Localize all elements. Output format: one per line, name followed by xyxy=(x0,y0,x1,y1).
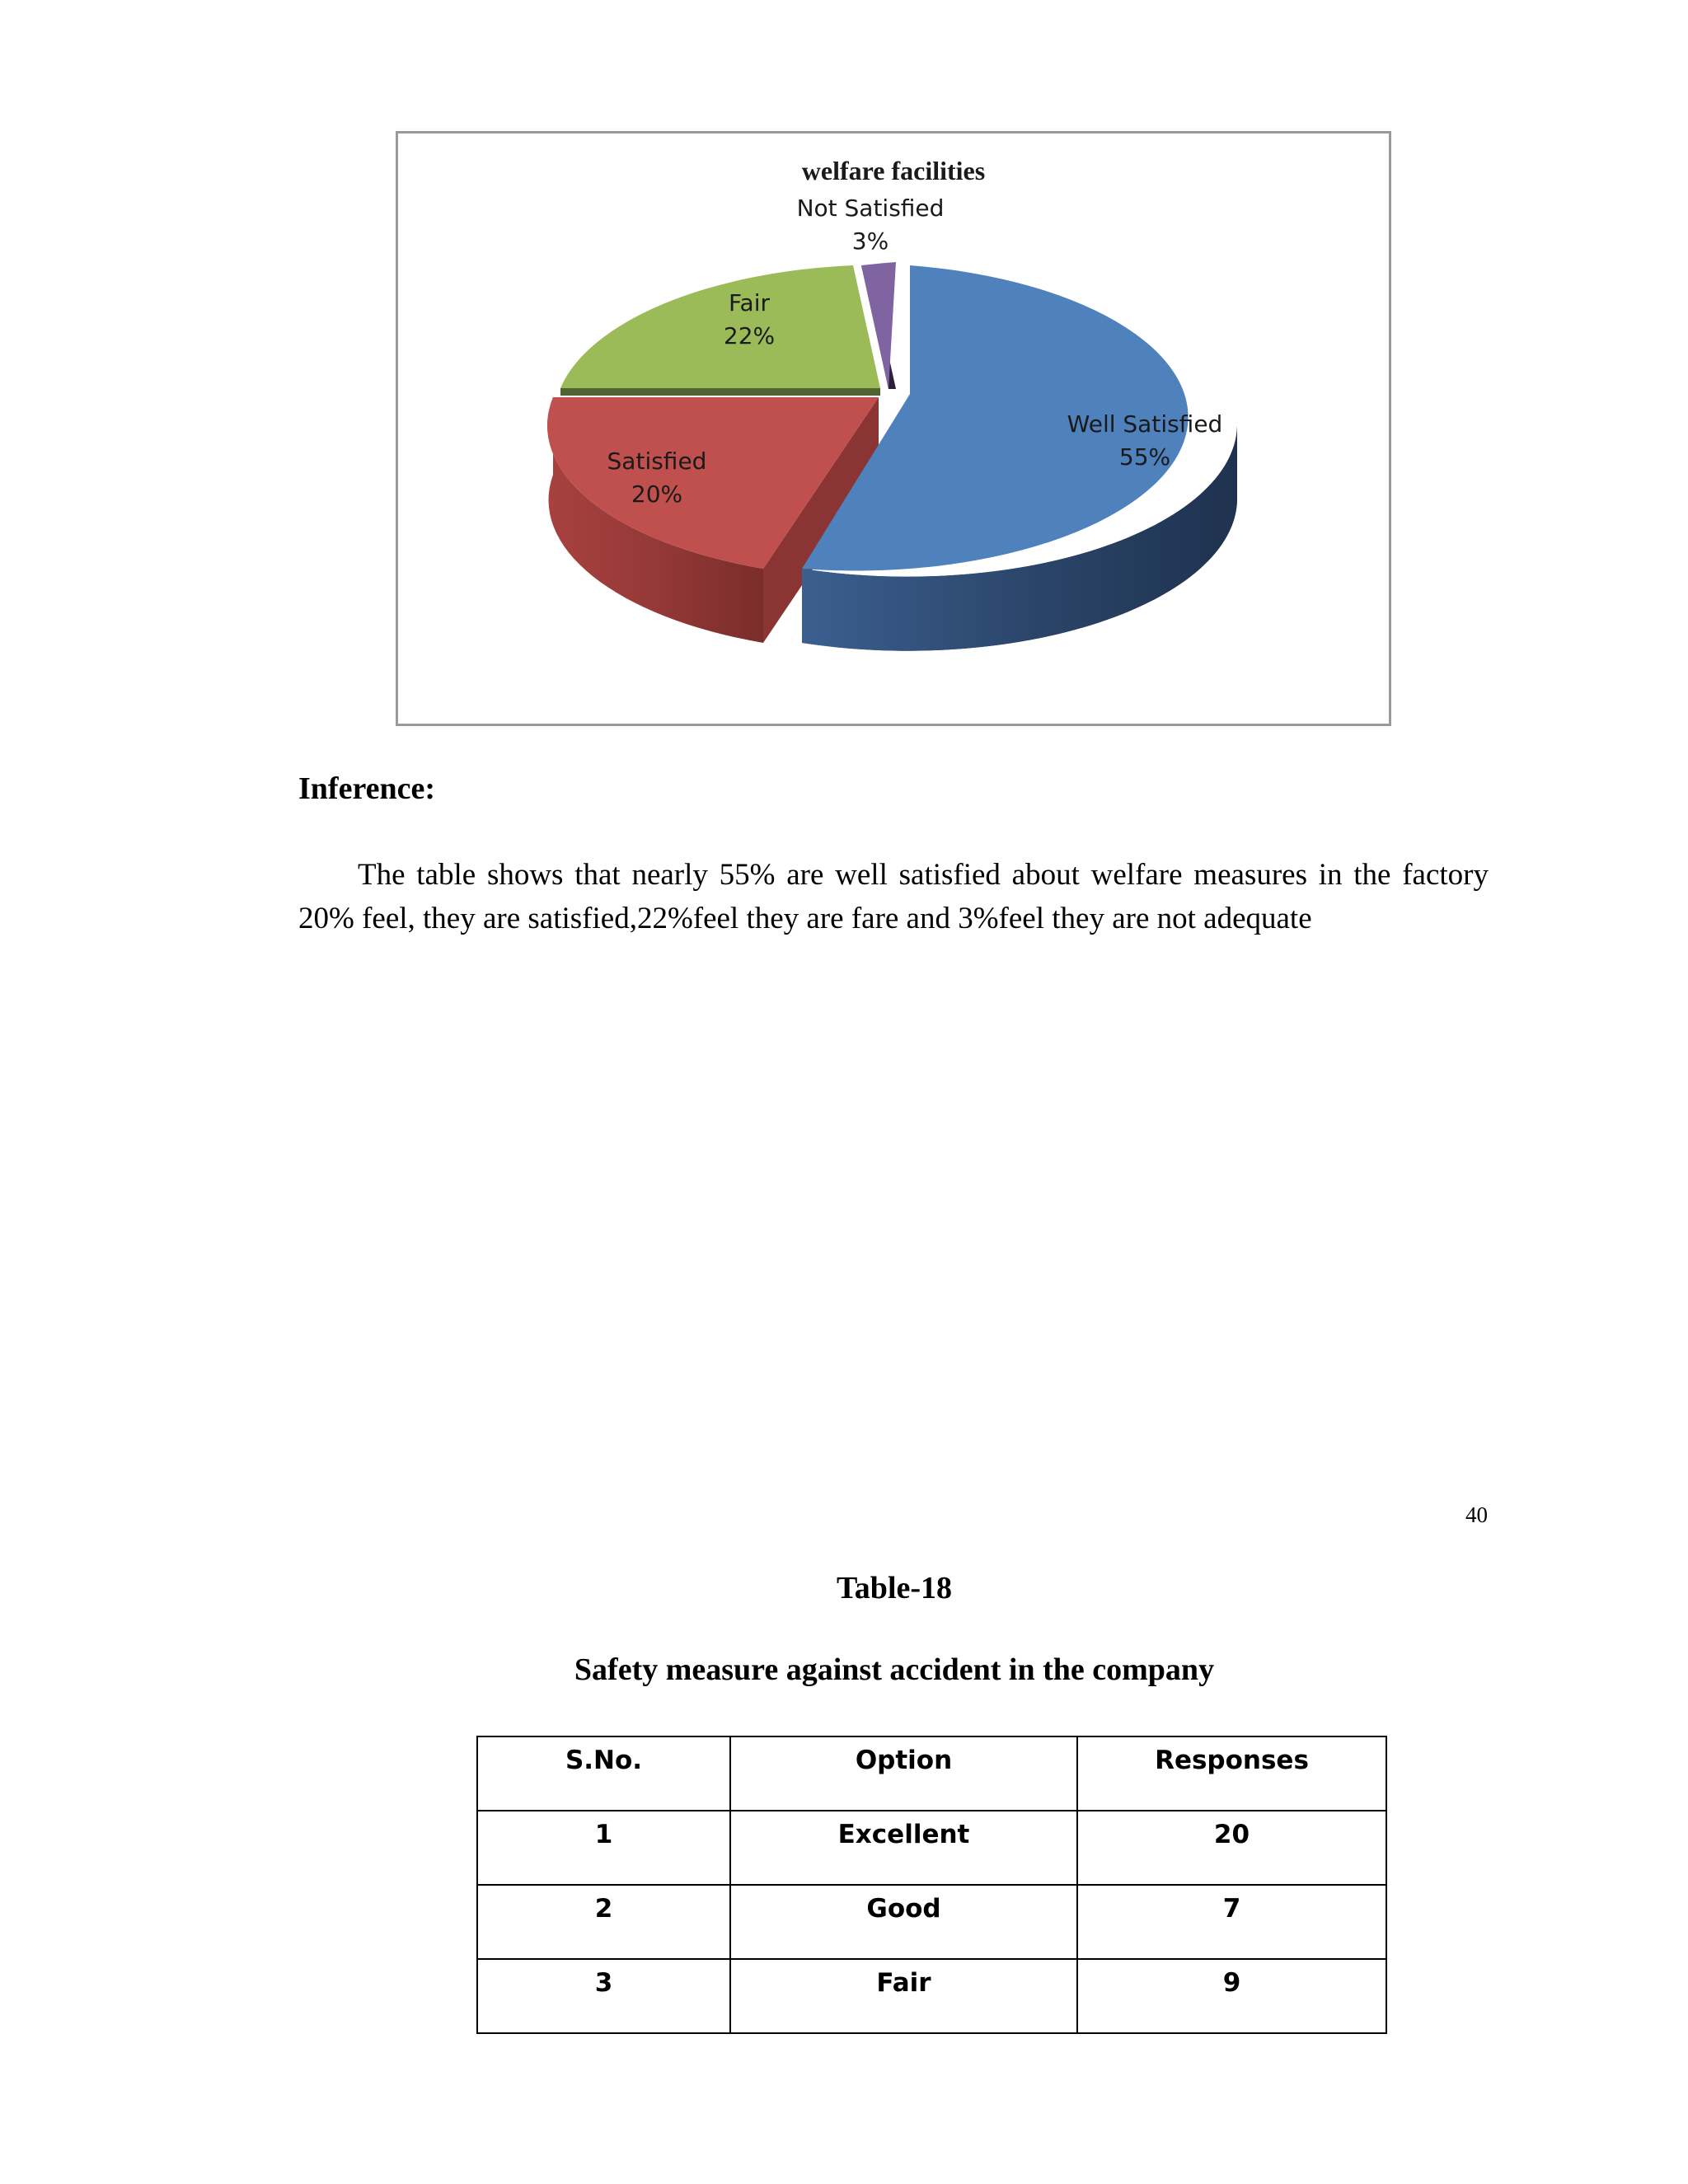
responses-table xyxy=(476,1736,1387,2034)
table-row xyxy=(477,1959,1386,2033)
cell-responses: 7 xyxy=(1077,1885,1386,1959)
header-option: Option xyxy=(730,1736,1077,1811)
pie-chart xyxy=(396,131,1391,726)
cell-sno: 3 xyxy=(477,1959,730,2033)
label-satisfied: Satisfied xyxy=(607,448,707,475)
table-header-row xyxy=(477,1736,1386,1811)
value-not-satisfied: 3% xyxy=(851,227,889,255)
cell-responses: 9 xyxy=(1077,1959,1386,2033)
header-responses: Responses xyxy=(1077,1736,1386,1811)
label-well-satisfied: Well Satisfied xyxy=(1067,410,1223,438)
page-number: 40 xyxy=(1465,1502,1488,1527)
value-fair: 22% xyxy=(723,322,776,349)
table-row xyxy=(477,1885,1386,1959)
cell-option: Good xyxy=(730,1885,1077,1959)
header-sno: S.No. xyxy=(477,1736,730,1811)
label-fair: Fair xyxy=(729,289,770,316)
chart-title: welfare facilities xyxy=(801,156,986,185)
cell-sno: 2 xyxy=(477,1885,730,1959)
inference-paragraph: The table shows that nearly 55% are well satisfied about welfare measures in the factory 20% feel, they are satisfied,22%feel they are fare and 3%feel they are not adequate xyxy=(298,858,1489,935)
label-not-satisfied: Not Satisfied xyxy=(796,194,945,222)
value-satisfied: 20% xyxy=(631,480,683,508)
value-well-satisfied: 55% xyxy=(1118,443,1171,471)
table-row xyxy=(477,1811,1386,1885)
inference-heading: Inference: xyxy=(298,771,436,806)
cell-option: Excellent xyxy=(730,1811,1077,1885)
table-number: Table-18 xyxy=(836,1571,953,1605)
cell-sno: 1 xyxy=(477,1811,730,1885)
cell-option: Fair xyxy=(730,1959,1077,2033)
pie-slice-fair xyxy=(560,265,880,396)
table-title: Safety measure against accident in the company xyxy=(574,1652,1215,1687)
pie-chart-svg xyxy=(398,134,1389,724)
cell-responses: 20 xyxy=(1077,1811,1386,1885)
